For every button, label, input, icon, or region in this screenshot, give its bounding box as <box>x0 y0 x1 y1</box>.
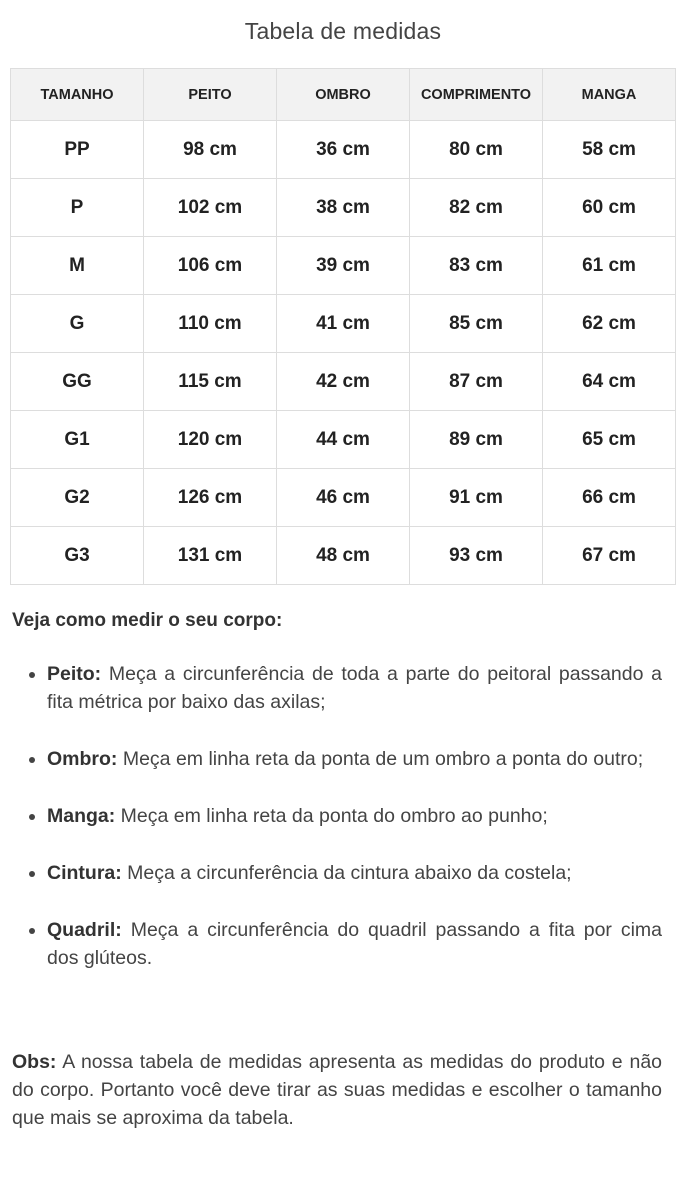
table-cell: 67 cm <box>543 527 676 585</box>
list-item-label: Ombro: <box>47 748 118 770</box>
header-comprimento: COMPRIMENTO <box>410 69 543 121</box>
table-cell: 42 cm <box>277 353 410 411</box>
table-row <box>11 527 676 585</box>
table-cell: 82 cm <box>410 179 543 237</box>
page-title: Tabela de medidas <box>244 18 442 44</box>
list-item-peito <box>47 660 662 716</box>
table-cell: 65 cm <box>543 411 676 469</box>
table-cell: 106 cm <box>144 237 277 295</box>
table-cell: M <box>11 237 144 295</box>
table-cell: 39 cm <box>277 237 410 295</box>
table-cell: 89 cm <box>410 411 543 469</box>
table-cell: 46 cm <box>277 469 410 527</box>
table-cell: 41 cm <box>277 295 410 353</box>
table-row <box>11 411 676 469</box>
obs-label: Obs: <box>12 1051 57 1073</box>
header-tamanho: TAMANHO <box>11 69 144 121</box>
header-manga: MANGA <box>543 69 676 121</box>
list-item-text: Meça a circunferência de toda a parte do peitoral passando a fita métrica por baixo das axilas; <box>47 663 663 713</box>
table-cell: 110 cm <box>144 295 277 353</box>
list-item-text: Meça em linha reta da ponta de um ombro a ponta do outro; <box>122 748 644 770</box>
table-row <box>11 237 676 295</box>
table-cell: 38 cm <box>277 179 410 237</box>
size-table <box>10 68 676 585</box>
table-cell: 85 cm <box>410 295 543 353</box>
table-cell: 83 cm <box>410 237 543 295</box>
list-item-label: Peito: <box>47 663 102 685</box>
table-cell: P <box>11 179 144 237</box>
table-cell: 131 cm <box>144 527 277 585</box>
list-item-text: Meça a circunferência do quadril passando a fita por cima dos glúteos. <box>47 919 663 969</box>
obs-text: A nossa tabela de medidas apresenta as medidas do produto e não do corpo. Portanto você deve tirar as suas medidas e escolher o tamanho que mais se aproxima da tabela. <box>12 1051 663 1129</box>
table-row <box>11 295 676 353</box>
table-cell: 62 cm <box>543 295 676 353</box>
table-cell: 93 cm <box>410 527 543 585</box>
table-cell: 115 cm <box>144 353 277 411</box>
table-cell: 64 cm <box>543 353 676 411</box>
table-cell: 98 cm <box>144 121 277 179</box>
header-ombro: OMBRO <box>277 69 410 121</box>
table-cell: 44 cm <box>277 411 410 469</box>
list-item-manga <box>47 802 662 830</box>
table-cell: G2 <box>11 469 144 527</box>
list-item-label: Quadril: <box>47 919 122 941</box>
table-cell: PP <box>11 121 144 179</box>
table-cell: 60 cm <box>543 179 676 237</box>
table-cell: 36 cm <box>277 121 410 179</box>
list-item-label: Cintura: <box>47 862 122 884</box>
table-cell: G1 <box>11 411 144 469</box>
list-item-text: Meça a circunferência da cintura abaixo da costela; <box>127 862 572 884</box>
table-row <box>11 121 676 179</box>
list-item-quadril <box>47 916 662 972</box>
list-item-ombro <box>47 745 662 773</box>
table-cell: 126 cm <box>144 469 277 527</box>
table-row <box>11 353 676 411</box>
table-cell: 102 cm <box>144 179 277 237</box>
header-peito: PEITO <box>144 69 277 121</box>
table-cell: G <box>11 295 144 353</box>
table-row <box>11 179 676 237</box>
table-cell: 58 cm <box>543 121 676 179</box>
table-cell: GG <box>11 353 144 411</box>
list-item-label: Manga: <box>47 805 116 827</box>
table-row <box>11 469 676 527</box>
list-item-text: Meça em linha reta da ponta do ombro ao punho; <box>120 805 548 827</box>
measure-instructions-list <box>0 660 662 1001</box>
obs-note <box>12 1048 662 1132</box>
table-cell: 48 cm <box>277 527 410 585</box>
table-cell: 61 cm <box>543 237 676 295</box>
table-cell: 87 cm <box>410 353 543 411</box>
list-item-cintura <box>47 859 662 887</box>
table-cell: 66 cm <box>543 469 676 527</box>
table-cell: 91 cm <box>410 469 543 527</box>
table-header-row <box>11 69 676 121</box>
table-cell: 80 cm <box>410 121 543 179</box>
table-cell: 120 cm <box>144 411 277 469</box>
table-cell: G3 <box>11 527 144 585</box>
how-to-measure-heading: Veja como medir o seu corpo: <box>12 610 283 631</box>
